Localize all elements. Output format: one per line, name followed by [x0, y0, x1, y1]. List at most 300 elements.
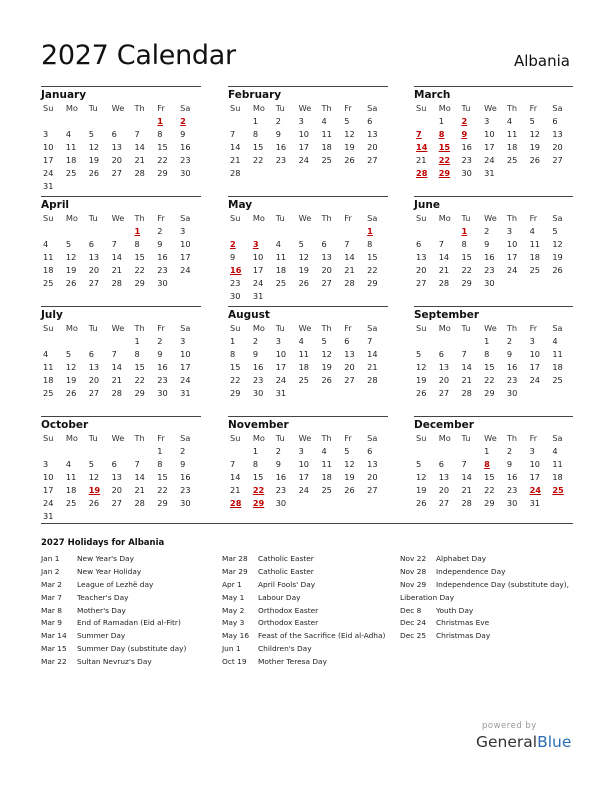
week-row	[41, 335, 201, 348]
weekday-label: Su	[416, 213, 427, 223]
day-cell: 16	[506, 472, 518, 482]
month-name: September	[414, 306, 573, 322]
day-cell: 3	[298, 446, 304, 456]
week-row	[414, 458, 573, 471]
day-cell: 19	[344, 142, 355, 152]
day-cell: 21	[461, 375, 472, 385]
holiday-column	[41, 553, 221, 669]
empty-day-cell	[342, 225, 365, 238]
day-cell: 3	[43, 129, 49, 139]
holiday-date: Mar 7	[41, 592, 62, 602]
day-cell: 13	[88, 362, 100, 372]
day-cell: 8	[252, 129, 259, 139]
weekday-label: We	[111, 213, 125, 223]
day-cell: 15	[230, 362, 241, 372]
week-row	[414, 128, 573, 141]
weekday-label: Tu	[88, 433, 98, 443]
week-row	[414, 277, 573, 290]
empty-day-cell	[414, 225, 437, 238]
weekday-header	[228, 102, 388, 115]
day-cell: 26	[344, 155, 355, 165]
holiday-date: Mar 28	[222, 554, 248, 563]
day-cell: 2	[506, 336, 513, 346]
day-cell: 5	[298, 239, 304, 249]
weekday-label: Tu	[461, 103, 471, 113]
holiday-name: Youth Day	[436, 605, 474, 615]
weekday-label: Th	[321, 323, 332, 333]
day-cell: 10	[529, 349, 541, 359]
holiday-item	[222, 592, 402, 605]
country-label: Albania	[513, 52, 570, 70]
day-cell: 1	[230, 336, 236, 346]
weekday-header	[414, 102, 573, 115]
day-cell: 12	[529, 129, 541, 139]
day-cell: 6	[552, 116, 558, 126]
day-cell: 30	[461, 168, 472, 178]
generalblue-logo[interactable]	[476, 733, 571, 751]
day-cell: 29	[230, 388, 241, 398]
day-cell: 18	[298, 362, 309, 372]
week-row	[41, 167, 201, 180]
day-cell: 4	[298, 336, 304, 346]
weekday-label: Fr	[157, 323, 165, 333]
day-cell: 30	[230, 291, 241, 301]
day-cell: 27	[111, 168, 122, 178]
day-cell: 19	[416, 485, 427, 495]
holiday-name: Children's Day	[258, 644, 312, 654]
empty-day-cell	[550, 167, 573, 180]
brand-part-blue: Blue	[537, 733, 572, 751]
weekday-header	[41, 212, 201, 225]
day-cell: 15	[157, 142, 168, 152]
day-cell: 28	[134, 168, 145, 178]
empty-day-cell	[155, 180, 178, 193]
day-cell: 8	[157, 129, 163, 139]
holiday-day-cell: 14	[416, 142, 428, 152]
day-cell: 19	[416, 375, 427, 385]
day-cell: 7	[438, 239, 444, 249]
empty-day-cell	[297, 387, 320, 400]
day-cell: 2	[484, 226, 490, 236]
day-cell: 26	[65, 278, 77, 288]
empty-day-cell	[228, 225, 251, 238]
empty-day-cell	[274, 167, 297, 180]
day-cell: 14	[344, 252, 355, 262]
empty-day-cell	[132, 510, 155, 523]
day-cell: 2	[252, 336, 259, 346]
holiday-date: Mar 9	[41, 618, 62, 628]
day-cell: 12	[65, 362, 77, 372]
empty-day-cell	[528, 387, 551, 400]
week-row	[41, 141, 201, 154]
day-cell: 6	[367, 116, 373, 126]
weekday-label: Th	[134, 323, 145, 333]
day-cell: 22	[157, 155, 168, 165]
day-cell: 9	[506, 349, 513, 359]
holiday-day-cell: 15	[438, 142, 451, 152]
day-cell: 25	[321, 485, 332, 495]
weekday-label: Mo	[438, 433, 451, 443]
day-cell: 12	[344, 459, 355, 469]
day-cell: 21	[416, 155, 427, 165]
week-row	[228, 251, 388, 264]
day-cell: 23	[506, 485, 518, 495]
day-cell: 30	[484, 278, 495, 288]
empty-day-cell	[414, 335, 437, 348]
week-row	[41, 251, 201, 264]
day-cell: 21	[230, 155, 241, 165]
week-row	[414, 141, 573, 154]
day-cell: 28	[344, 278, 355, 288]
day-cell: 25	[275, 278, 287, 288]
holiday-item	[41, 605, 221, 618]
day-cell: 17	[180, 362, 191, 372]
month-name: December	[414, 416, 573, 432]
day-cell: 31	[529, 498, 541, 508]
weekday-label: Tu	[88, 103, 98, 113]
empty-day-cell	[319, 167, 342, 180]
day-cell: 28	[461, 388, 472, 398]
day-cell: 14	[230, 142, 241, 152]
weekday-label: Su	[416, 103, 427, 113]
day-cell: 24	[180, 265, 191, 275]
holiday-day-cell: 2	[180, 116, 186, 126]
day-cell: 3	[484, 116, 490, 126]
holiday-date: Jun 1	[222, 644, 241, 654]
day-cell: 17	[484, 142, 495, 152]
holiday-day-cell: 29	[438, 168, 451, 178]
day-cell: 12	[298, 252, 309, 262]
empty-day-cell	[297, 225, 320, 238]
empty-day-cell	[87, 180, 110, 193]
week-row	[228, 458, 388, 471]
day-cell: 6	[321, 239, 327, 249]
day-cell: 8	[367, 239, 373, 249]
day-cell: 19	[65, 265, 77, 275]
weekday-label: Su	[230, 323, 241, 333]
day-cell: 4	[552, 336, 558, 346]
empty-day-cell	[110, 115, 133, 128]
day-cell: 18	[506, 142, 518, 152]
holiday-name: Labour Day	[258, 592, 301, 602]
day-cell: 6	[88, 349, 94, 359]
day-cell: 11	[43, 252, 54, 262]
day-cell: 23	[506, 375, 518, 385]
powered-by-text: powered by	[482, 721, 537, 731]
day-cell: 6	[344, 336, 350, 346]
day-cell: 30	[275, 498, 287, 508]
empty-day-cell	[41, 445, 64, 458]
day-cell: 4	[65, 129, 72, 139]
day-cell: 6	[416, 239, 422, 249]
day-cell: 13	[321, 252, 332, 262]
empty-day-cell	[110, 510, 133, 523]
week-row	[414, 445, 573, 458]
brand-part-general: General	[476, 733, 538, 751]
week-row	[228, 264, 388, 277]
day-cell: 30	[157, 278, 168, 288]
holiday-date: May 1	[222, 592, 245, 602]
empty-day-cell	[251, 167, 274, 180]
empty-day-cell	[505, 167, 528, 180]
weekday-label: We	[484, 213, 497, 223]
day-cell: 9	[275, 459, 281, 469]
calendar-bottom-divider	[41, 523, 573, 524]
day-cell: 15	[157, 472, 168, 482]
weekday-label: Fr	[529, 213, 538, 223]
empty-day-cell	[365, 167, 388, 180]
weekday-label: We	[484, 323, 497, 333]
empty-day-cell	[550, 387, 573, 400]
day-cell: 26	[298, 278, 309, 288]
week-row	[414, 225, 573, 238]
day-cell: 4	[43, 349, 49, 359]
weekday-label: Tu	[275, 103, 285, 113]
day-cell: 6	[111, 459, 117, 469]
weekday-header	[41, 322, 201, 335]
day-cell: 7	[230, 129, 236, 139]
holiday-day-cell: 3	[252, 239, 259, 249]
holiday-item	[41, 592, 221, 605]
day-cell: 15	[252, 472, 264, 482]
weekday-label: Tu	[461, 323, 471, 333]
day-cell: 3	[529, 336, 535, 346]
day-cell: 7	[111, 239, 117, 249]
day-cell: 17	[43, 155, 54, 165]
weekday-label: Su	[416, 323, 427, 333]
day-cell: 18	[552, 362, 563, 372]
day-cell: 15	[367, 252, 378, 262]
holiday-day-cell: 22	[438, 155, 451, 165]
weekday-label: Tu	[275, 433, 285, 443]
day-cell: 29	[484, 498, 495, 508]
holiday-date: Mar 22	[41, 657, 67, 667]
day-cell: 7	[461, 459, 467, 469]
day-cell: 5	[65, 239, 72, 249]
day-cell: 17	[275, 362, 287, 372]
day-cell: 11	[43, 362, 54, 372]
weekday-header	[228, 322, 388, 335]
holiday-day-cell: 2	[461, 116, 468, 126]
day-cell: 22	[252, 155, 264, 165]
day-cell: 16	[180, 472, 191, 482]
day-cell: 29	[134, 388, 145, 398]
day-cell: 1	[134, 336, 140, 346]
day-cell: 11	[65, 472, 77, 482]
day-cell: 18	[529, 252, 541, 262]
holiday-item	[400, 592, 580, 605]
day-cell: 13	[367, 129, 378, 139]
day-cell: 5	[344, 116, 350, 126]
day-cell: 18	[552, 472, 563, 482]
weekday-label: Sa	[552, 213, 563, 223]
day-cell: 3	[506, 226, 513, 236]
day-cell: 26	[344, 485, 355, 495]
day-cell: 10	[484, 129, 495, 139]
weekday-label: Mo	[65, 433, 78, 443]
day-cell: 12	[321, 349, 332, 359]
day-cell: 4	[321, 116, 327, 126]
day-cell: 9	[506, 459, 513, 469]
day-cell: 24	[484, 155, 495, 165]
holiday-item	[41, 566, 221, 579]
day-cell: 16	[275, 472, 287, 482]
empty-day-cell	[64, 180, 87, 193]
week-row	[41, 374, 201, 387]
holiday-date: Dec 24	[400, 618, 427, 628]
holiday-item	[222, 656, 402, 669]
holiday-name: Orthodox Easter	[258, 618, 319, 628]
day-cell: 8	[134, 239, 140, 249]
weekday-label: Su	[43, 213, 54, 223]
day-cell: 13	[111, 142, 122, 152]
weekday-label: Su	[416, 433, 427, 443]
weekday-label: We	[298, 323, 312, 333]
day-cell: 23	[484, 265, 495, 275]
holiday-name: Summer Day	[77, 631, 126, 641]
day-cell: 29	[484, 388, 495, 398]
day-cell: 3	[180, 336, 186, 346]
holiday-name: Liberation Day	[400, 592, 455, 602]
day-cell: 27	[367, 485, 378, 495]
day-cell: 22	[484, 485, 495, 495]
day-cell: 17	[529, 472, 541, 482]
empty-day-cell	[297, 167, 320, 180]
day-cell: 15	[484, 362, 495, 372]
day-cell: 16	[252, 362, 264, 372]
day-cell: 11	[506, 129, 518, 139]
empty-day-cell	[342, 290, 365, 303]
month-july	[41, 306, 201, 400]
weekday-header	[414, 322, 573, 335]
day-cell: 16	[484, 252, 495, 262]
day-cell: 20	[367, 472, 378, 482]
weekday-header	[228, 212, 388, 225]
day-cell: 21	[111, 265, 122, 275]
day-cell: 13	[438, 362, 450, 372]
empty-day-cell	[64, 115, 87, 128]
day-cell: 27	[438, 388, 450, 398]
day-cell: 14	[111, 252, 122, 262]
week-row	[41, 361, 201, 374]
day-cell: 20	[111, 485, 122, 495]
weekday-label: Th	[506, 103, 518, 113]
day-cell: 31	[43, 511, 54, 521]
day-cell: 25	[43, 278, 54, 288]
day-cell: 13	[344, 349, 355, 359]
day-cell: 26	[321, 375, 332, 385]
holiday-name: League of Lezhë day	[77, 579, 154, 589]
day-cell: 16	[157, 252, 168, 262]
empty-day-cell	[319, 497, 342, 510]
day-cell: 20	[344, 362, 355, 372]
holiday-name: Independence Day (substitute day),	[436, 579, 569, 589]
day-cell: 21	[461, 485, 472, 495]
day-cell: 6	[367, 446, 373, 456]
week-row	[228, 335, 388, 348]
day-cell: 25	[552, 375, 563, 385]
day-cell: 23	[275, 485, 287, 495]
empty-day-cell	[437, 225, 460, 238]
day-cell: 23	[461, 155, 472, 165]
holiday-item	[400, 605, 580, 618]
holiday-name: Orthodox Easter	[258, 605, 319, 615]
month-name: July	[41, 306, 201, 322]
weekday-label: We	[298, 103, 312, 113]
holiday-day-cell: 16	[230, 265, 242, 275]
empty-day-cell	[550, 277, 573, 290]
day-cell: 20	[88, 375, 100, 385]
day-cell: 24	[506, 265, 518, 275]
day-cell: 10	[43, 472, 54, 482]
weekday-label: Th	[321, 213, 332, 223]
holiday-item	[400, 630, 580, 643]
empty-day-cell	[41, 115, 64, 128]
weekday-label: We	[111, 433, 125, 443]
weekday-label: Sa	[367, 213, 378, 223]
holiday-item	[41, 643, 221, 656]
week-row	[228, 238, 388, 251]
empty-day-cell	[132, 180, 155, 193]
day-cell: 7	[230, 459, 236, 469]
day-cell: 23	[180, 155, 191, 165]
day-cell: 12	[65, 252, 77, 262]
month-name: October	[41, 416, 201, 432]
week-row	[414, 154, 573, 167]
empty-day-cell	[87, 225, 110, 238]
day-cell: 5	[321, 336, 327, 346]
holiday-date: May 16	[222, 631, 250, 641]
day-cell: 9	[157, 239, 163, 249]
weekday-label: We	[484, 433, 497, 443]
weekday-header	[414, 212, 573, 225]
holiday-item	[41, 579, 221, 592]
day-cell: 26	[529, 155, 541, 165]
holiday-day-cell: 22	[252, 485, 265, 495]
week-row	[228, 445, 388, 458]
weekday-label: Fr	[529, 433, 538, 443]
day-cell: 12	[344, 129, 355, 139]
holiday-date: Mar 2	[41, 579, 62, 589]
day-cell: 29	[367, 278, 378, 288]
week-row	[228, 361, 388, 374]
holiday-day-cell: 29	[252, 498, 265, 508]
day-cell: 26	[416, 388, 427, 398]
day-cell: 27	[321, 278, 332, 288]
week-row	[41, 471, 201, 484]
empty-day-cell	[319, 387, 342, 400]
day-cell: 10	[506, 239, 518, 249]
day-cell: 24	[43, 168, 54, 178]
day-cell: 1	[252, 116, 259, 126]
day-cell: 22	[461, 265, 472, 275]
day-cell: 22	[367, 265, 378, 275]
weekday-label: We	[298, 213, 312, 223]
week-row	[414, 361, 573, 374]
day-cell: 13	[88, 252, 100, 262]
month-may	[228, 196, 388, 303]
day-cell: 11	[529, 239, 541, 249]
empty-day-cell	[251, 225, 274, 238]
day-cell: 10	[43, 142, 54, 152]
weekday-label: Tu	[461, 213, 471, 223]
weekday-label: Su	[230, 103, 241, 113]
weekday-label: Sa	[180, 213, 191, 223]
day-cell: 1	[252, 446, 259, 456]
empty-day-cell	[365, 497, 388, 510]
holiday-day-cell: 2	[230, 239, 236, 249]
holiday-date: Nov 28	[400, 566, 427, 576]
